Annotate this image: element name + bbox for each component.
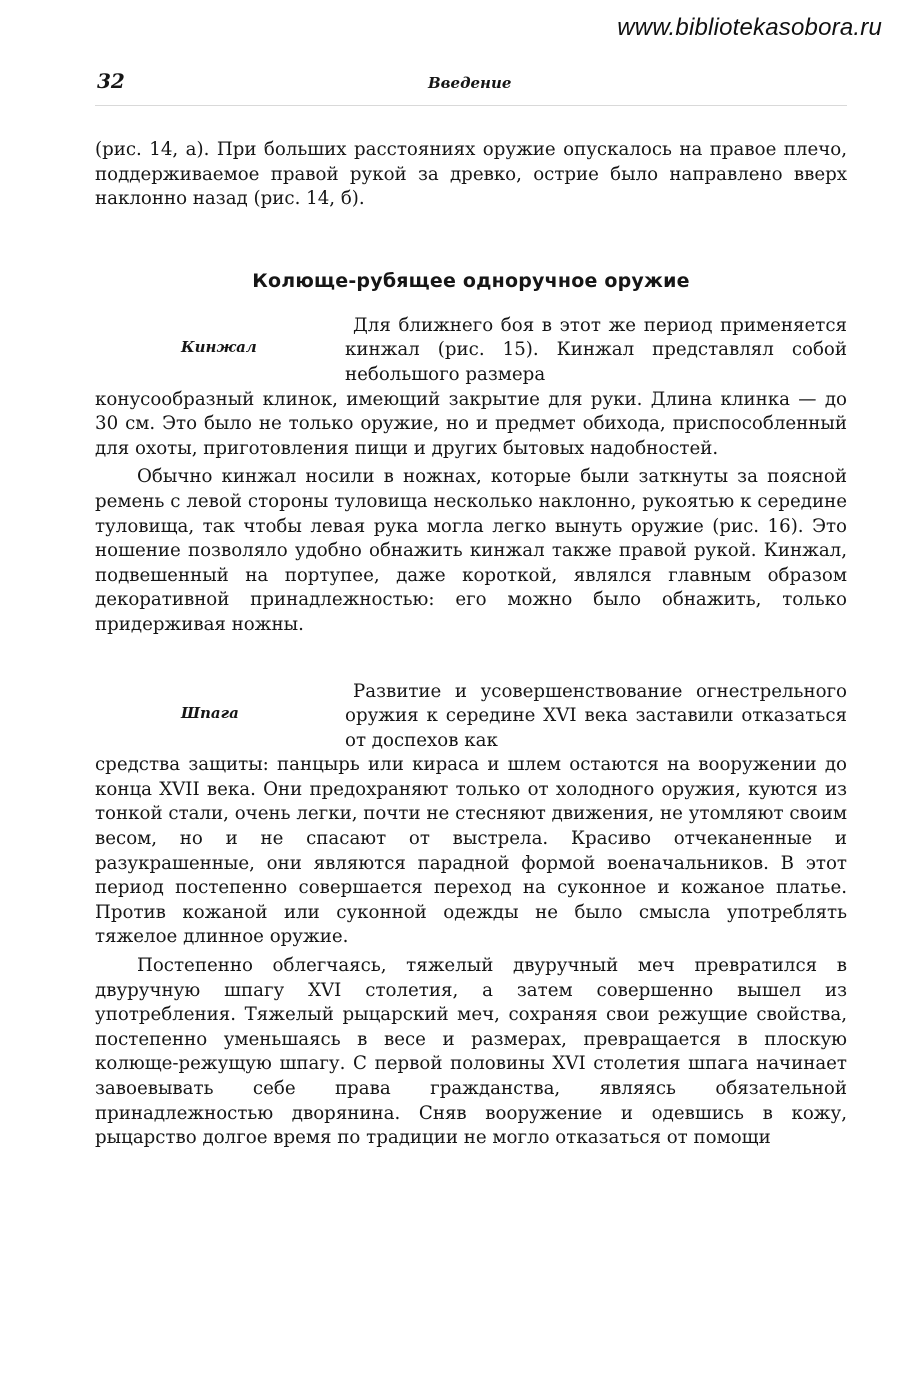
side-label-dagger: Кинжал — [181, 337, 257, 356]
rapier-paragraph-2: Постепенно облегчаясь, тяжелый двуручный меч превратился в двуручную шпагу XVI столетия, а затем совершенно вышел из употребления. Тяжелый рыцарский меч, сохраняя свои режущие свойства, постепенно уменьшаясь в весе и размерах, превращается в плоскую колюще-режущую шпагу. С первой половины XVI столетия шпага начинает завоевывать себе права гражданства, являясь обязательной принадлежностью дворянина. Сняв вооружение и одевшись в кожу, рыцарство долгое время по традиции не могло отказаться от помощи — [95, 955, 847, 1149]
dagger-paragraph-rest: конусообразный клинок, имеющий закрытие для руки. Длина клинка — до 30 см. Это было не только оружие, но и предмет обихода, приспособленный для охоты, приготовления пищи и других бытовых надобностей. — [95, 388, 847, 459]
running-header — [95, 65, 847, 106]
intro-paragraph: (рис. 14, а). При больших расстояниях оружие опускалось на правое плечо, поддерживаемое правой рукой за древко, острие было направлено вверх наклонно назад (рис. 14, б). — [95, 139, 847, 210]
dagger-paragraph-lead: Для ближнего боя в этот же период применяется кинжал (рис. 15). Кинжал представлял собой небольшого размера — [345, 314, 847, 385]
rapier-lead-block — [345, 680, 847, 754]
rapier-paragraph-lead: Развитие и усовершенствование огнестрельного оружия к середине XVI века заставили отказаться от доспехов как — [345, 680, 847, 751]
dagger-section — [95, 314, 847, 638]
rapier-section — [95, 680, 847, 1151]
dagger-lead-block — [345, 314, 847, 388]
rapier-paragraph-rest: средства защиты: панцырь или кираса и шлем остаются на вооружении до конца XVII века. Они предохраняют только от холодного оружия, куются из тонкой стали, очень легки, почти не стесняют движения, не утомляют своим весом, но и не спасают от выстрела. Красиво отчеканенные и разукрашенные, они являются парадной формой военачальников. В этот период постепенно совершается переход на суконное и кожаное платье. Против кожаной или суконной одежды не было смысла употреблять тяжелое длинное оружие. — [95, 754, 847, 948]
site-watermark: www.bibliotekasobora.ru — [617, 14, 882, 41]
dagger-paragraph-2: Обычно кинжал носили в ножнах, которые были заткнуты за поясной ремень с левой стороны туловища несколько наклонно, рукоятью к середине туловища, так чтобы левая рука могла легко вынуть оружие (рис. 16). Это ношение позволяло удобно обнажить кинжал также правой рукой. Кинжал, подвешенный на портупее, даже короткой, являлся главным образом декоративной принадлежностью: его можно было обнажить, только придерживая ножны. — [95, 466, 847, 635]
side-label-rapier: Шпага — [181, 703, 239, 722]
running-title: Введение — [428, 74, 512, 92]
section-heading: Колюще-рубящее одноручное оружие — [252, 269, 690, 292]
book-page — [95, 65, 847, 1151]
page-number: 32 — [97, 69, 125, 93]
